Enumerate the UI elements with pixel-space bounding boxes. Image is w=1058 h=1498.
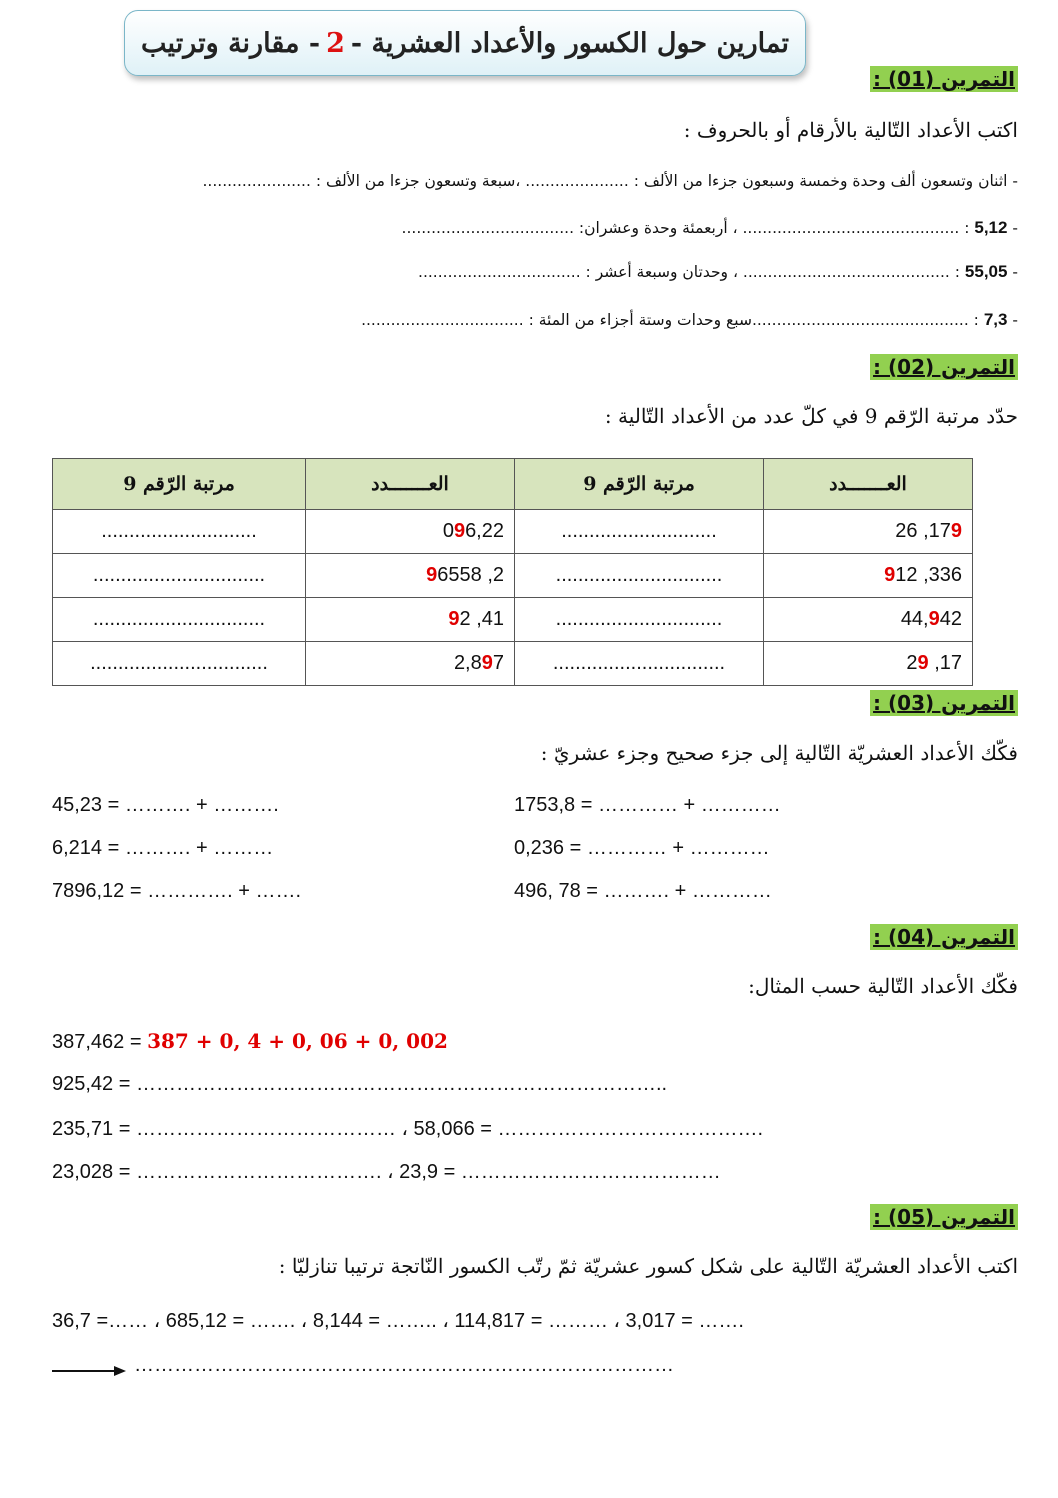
table-cell-number: 26 ,179 bbox=[764, 510, 973, 554]
table-cell-blank: ............................... bbox=[53, 598, 306, 642]
exercise4-heading: التمرين (04) : bbox=[870, 924, 1018, 950]
table-cell-blank: ............................... bbox=[515, 642, 764, 686]
line4-prefix: - bbox=[1007, 311, 1018, 329]
table-header-row bbox=[53, 459, 973, 510]
exercise2-heading: التمرين (02) : bbox=[870, 354, 1018, 380]
line2-number: 5,12 bbox=[974, 218, 1008, 237]
table-row bbox=[53, 642, 973, 686]
header-number-2: العـــــــدد bbox=[306, 459, 515, 510]
decompose-left-3: 7896,12 = …………. + ……. bbox=[52, 880, 301, 902]
exercise3-instruction: فكّك الأعداد العشريّة التّالية إلى جزء صحيح وجزء عشريّ : bbox=[540, 741, 1018, 765]
exercise1-line2 bbox=[402, 218, 1018, 238]
fractions-line: 36,7 =…… ، 685,12 = ……. ، 8,144 = …….. ، 114,817 = ……… ، 3,017 = ……. bbox=[52, 1310, 744, 1332]
example-number: 387,462 = bbox=[52, 1031, 148, 1053]
line2-prefix: - bbox=[1007, 219, 1018, 237]
title-number: 2 bbox=[326, 27, 345, 59]
exercise3-heading: التمرين (03) : bbox=[870, 690, 1018, 716]
table-cell-number: 96558 ,2 bbox=[306, 554, 515, 598]
decompose-left-2: 6,214 = ………. + ……… bbox=[52, 837, 274, 859]
header-rank-1: مرتبة الرّقم 9 bbox=[515, 459, 764, 510]
table-cell-number: 44,942 bbox=[764, 598, 973, 642]
page-title bbox=[124, 10, 806, 76]
arrow-right-icon bbox=[52, 1362, 126, 1374]
exercise2-instruction: حدّد مرتبة الرّقم 9 في كلّ عدد من الأعداد التّالية : bbox=[604, 404, 1018, 428]
table-row bbox=[53, 554, 973, 598]
line3-prefix: - bbox=[1007, 263, 1018, 281]
exercise1-instruction: اكتب الأعداد التّالية بالأرقام أو بالحروف : bbox=[683, 118, 1018, 142]
ordering-answer-line: ……………………………………………………………………… bbox=[134, 1354, 674, 1376]
table-cell-blank: .............................. bbox=[515, 598, 764, 642]
line2-rest: : ............................................ ، أربعمئة وحدة وعشران: ................................... bbox=[401, 219, 975, 237]
table-row bbox=[53, 598, 973, 642]
line4-rest: : ............................................سبع وحدات وستة أجزاء من المئة : ................................. bbox=[361, 311, 984, 329]
example-decomposition: 387 + 0, 4 + 0, 06 + 0, 002 bbox=[147, 1029, 448, 1053]
table-cell-blank: ............................ bbox=[53, 510, 306, 554]
exercise5-heading: التمرين (05) : bbox=[870, 1204, 1018, 1230]
exercise5-instruction: اكتب الأعداد العشريّة التّالية على شكل كسور عشريّة ثمّ رتّب الكسور النّاتجة ترتيبا تنازليّا : bbox=[278, 1254, 1018, 1278]
table-cell-number: 2,897 bbox=[306, 642, 515, 686]
exercise4-line3: 235,71 = ………………………………… ، 58,066 = …………………………………. bbox=[52, 1118, 764, 1140]
table-cell-blank: .............................. bbox=[515, 554, 764, 598]
title-text-before: تمارين حول الكسور والأعداد العشرية - bbox=[350, 27, 789, 59]
table-cell-blank: ............................ bbox=[515, 510, 764, 554]
table-cell-number: 92 ,41 bbox=[306, 598, 515, 642]
exercise4-line4: 23,028 = ………………………………. ، 23,9 = ………………………………… bbox=[52, 1161, 721, 1183]
exercise1-heading: التمرين (01) : bbox=[870, 66, 1018, 92]
table-cell-number: 912 ,336 bbox=[764, 554, 973, 598]
line3-number: 55,05 bbox=[964, 262, 1008, 281]
exercise1-line4 bbox=[361, 310, 1018, 330]
example-line bbox=[52, 1029, 448, 1054]
table-cell-blank: ................................ bbox=[53, 642, 306, 686]
decompose-right-3: 496, 78 = ………. + ………… bbox=[514, 880, 772, 902]
exercise1-line1: - اثنان وتسعون ألف وحدة وخمسة وسبعون جزءا من الألف : ..................... ،سبعة وتسعون جزءا من الألف : ...................... bbox=[202, 172, 1018, 190]
exercise1-line3 bbox=[418, 262, 1018, 282]
decompose-right-1: 1753,8 = ………… + ………… bbox=[514, 794, 781, 816]
exercise4-instruction: فكّك الأعداد التّالية حسب المثال: bbox=[748, 974, 1018, 998]
line4-number: 7,3 bbox=[983, 310, 1008, 329]
title-text-after: - مقارنة وترتيب bbox=[141, 27, 321, 59]
line3-rest: : .......................................... ، وحدتان وسبعة أعشر : ................................. bbox=[418, 263, 965, 281]
header-rank-2: مرتبة الرّقم 9 bbox=[53, 459, 306, 510]
decompose-left-1: 45,23 = ………. + ………. bbox=[52, 794, 279, 816]
header-number-1: العـــــــدد bbox=[764, 459, 973, 510]
table-cell-number: 29 ,17 bbox=[764, 642, 973, 686]
table-row bbox=[53, 510, 973, 554]
digit-rank-table bbox=[52, 458, 973, 686]
table-cell-number: 096,22 bbox=[306, 510, 515, 554]
exercise4-line2: 925,42 = …………………………………………………………………….. bbox=[52, 1073, 668, 1095]
table-cell-blank: ............................... bbox=[53, 554, 306, 598]
decompose-right-2: 0,236 = ………… + ………… bbox=[514, 837, 770, 859]
